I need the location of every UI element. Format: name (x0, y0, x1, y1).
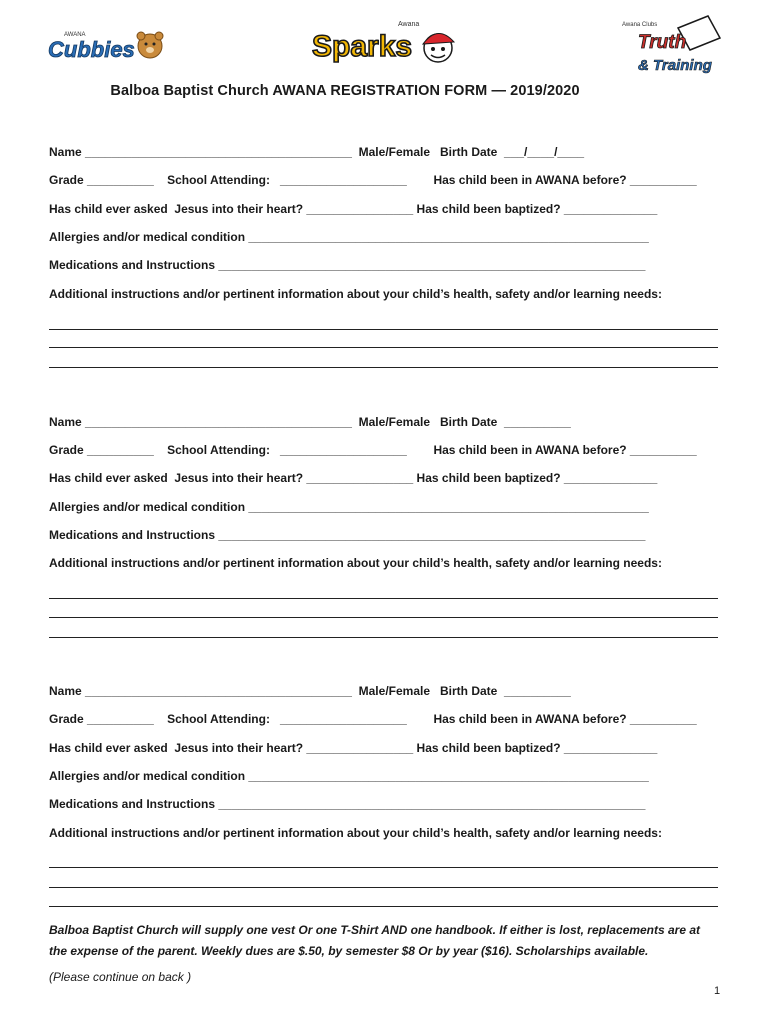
write-line[interactable] (49, 617, 718, 618)
allergies-row[interactable]: Allergies and/or medical condition ____________________________________________________________ (49, 769, 649, 783)
medications-row[interactable]: Medications and Instructions ________________________________________________________________ (49, 528, 646, 542)
sparks-logo (310, 14, 460, 72)
cubbies-logo-text: Cubbies (48, 37, 135, 62)
write-line[interactable] (49, 906, 718, 907)
salvation-row[interactable]: Has child ever asked Jesus into their heart? ________________ Has child been baptized? ______________ (49, 202, 658, 216)
tt-logo-line1: Truth (638, 32, 687, 53)
write-line[interactable] (49, 887, 718, 888)
name-row[interactable]: Name ________________________________________ Male/Female Birth Date __________ (49, 684, 571, 698)
name-row[interactable]: Name ________________________________________ Male/Female Birth Date ___/____/____ (49, 145, 585, 159)
form-title: Balboa Baptist Church AWANA REGISTRATION FORM — 2019/2020 (110, 83, 580, 99)
page-number: 1 (714, 985, 721, 997)
footer-note-line2: the expense of the parent. Weekly dues are $.50, by semester $8 Or by year ($16). Scholarships available. (49, 944, 649, 958)
write-line[interactable] (49, 367, 718, 368)
grade-row[interactable]: Grade __________ School Attending: ___________________ Has child been in AWANA before? __________ (49, 712, 697, 726)
grade-row[interactable]: Grade __________ School Attending: ___________________ Has child been in AWANA before? __________ (49, 173, 697, 187)
grade-row[interactable]: Grade __________ School Attending: ___________________ Has child been in AWANA before? __________ (49, 443, 697, 457)
salvation-row[interactable]: Has child ever asked Jesus into their heart? ________________ Has child been baptized? ______________ (49, 471, 658, 485)
write-line[interactable] (49, 329, 718, 330)
cubbies-logo (46, 27, 166, 65)
write-line[interactable] (49, 598, 718, 599)
medications-row[interactable]: Medications and Instructions ________________________________________________________________ (49, 797, 646, 811)
continue-on-back: (Please continue on back ) (49, 970, 192, 984)
name-row[interactable]: Name ________________________________________ Male/Female Birth Date __________ (49, 415, 571, 429)
sparks-logo-small: Awana (398, 21, 420, 28)
allergies-row[interactable]: Allergies and/or medical condition ____________________________________________________________ (49, 230, 649, 244)
cubbies-logo-small: AWANA (64, 32, 86, 38)
salvation-row[interactable]: Has child ever asked Jesus into their heart? ________________ Has child been baptized? ______________ (49, 741, 658, 755)
additional-instructions-label: Additional instructions and/or pertinent information about your child’s health, safety and/or learning needs: (49, 287, 662, 301)
additional-instructions-label: Additional instructions and/or pertinent information about your child’s health, safety and/or learning needs: (49, 556, 662, 570)
tt-logo-small: Awana Clubs (622, 22, 658, 28)
medications-row[interactable]: Medications and Instructions ________________________________________________________________ (49, 258, 646, 272)
write-line[interactable] (49, 637, 718, 638)
allergies-row[interactable]: Allergies and/or medical condition ____________________________________________________________ (49, 500, 649, 514)
additional-instructions-label: Additional instructions and/or pertinent information about your child’s health, safety and/or learning needs: (49, 826, 662, 840)
write-line[interactable] (49, 867, 718, 868)
tt-logo-line2: & Training (638, 57, 712, 74)
truth-and-training-logo (616, 8, 724, 80)
sparks-logo-text: Sparks (312, 30, 413, 63)
write-line[interactable] (49, 347, 718, 348)
footer-note-line1: Balboa Baptist Church will supply one vest Or one T-Shirt AND one handbook. If either is lost, replacements are at (49, 923, 701, 937)
